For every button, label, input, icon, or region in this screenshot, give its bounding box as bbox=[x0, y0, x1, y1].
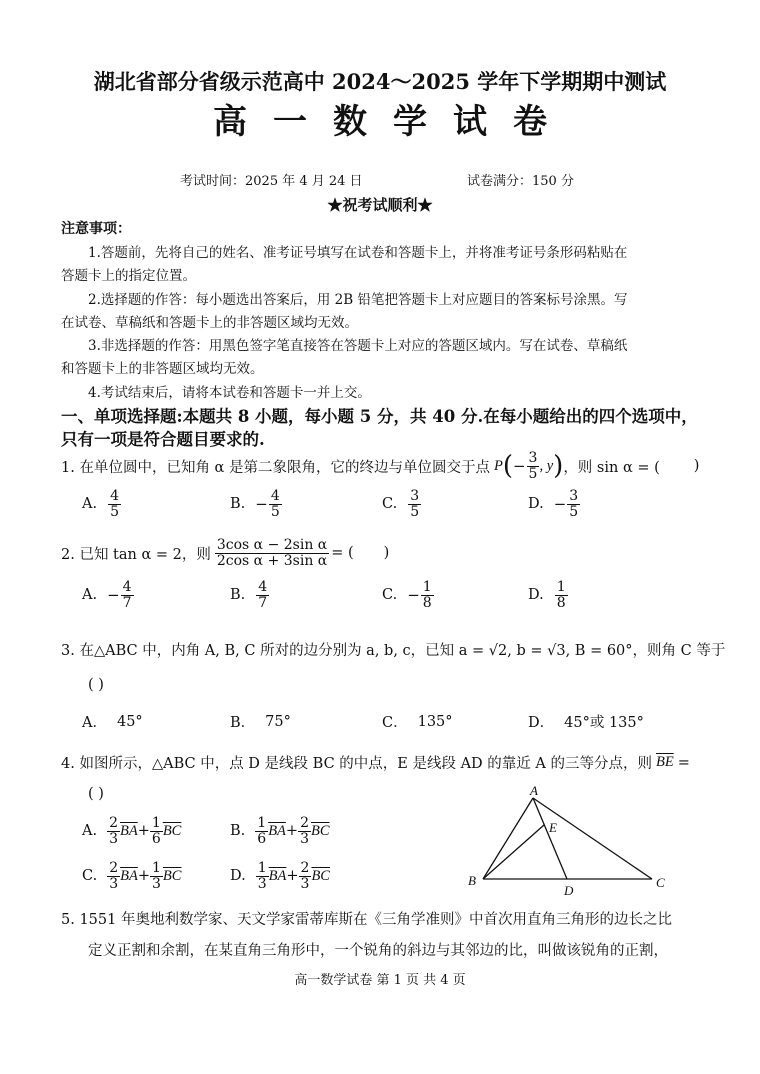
option-label: A. bbox=[82, 823, 98, 840]
option-label: D. bbox=[230, 868, 246, 885]
option-label: B. bbox=[230, 496, 246, 513]
option-den: 5 bbox=[410, 503, 420, 520]
full-score: 试卷满分：150 分 bbox=[467, 174, 574, 189]
option-label: C. bbox=[82, 868, 98, 885]
q4-target-vector: $\overline{BE}$ bbox=[655, 754, 674, 770]
q1-point-fraction bbox=[527, 451, 540, 481]
coef-2-num: 1 bbox=[151, 815, 161, 831]
option-fraction bbox=[108, 489, 121, 519]
coef-1 bbox=[107, 861, 120, 891]
option-den: 7 bbox=[122, 594, 132, 611]
vector-1: $\overline{BA}$ bbox=[268, 822, 286, 839]
option-label: C. bbox=[382, 496, 398, 513]
option-label: D. bbox=[528, 587, 544, 604]
coef-1-num: 2 bbox=[109, 815, 119, 831]
edge-ab bbox=[483, 798, 533, 879]
q1-option-b bbox=[230, 489, 282, 519]
q1-option-a bbox=[82, 489, 121, 519]
q1-point-label: P bbox=[493, 457, 503, 474]
option-num: 4 bbox=[270, 488, 280, 504]
coef-1-den: 3 bbox=[109, 830, 119, 847]
vector-1: $\overline{BA}$ bbox=[268, 867, 287, 884]
option-den: 7 bbox=[258, 594, 268, 611]
question-4-paren: ( ) bbox=[88, 786, 104, 802]
vector-2: $\overline{BC}$ bbox=[162, 867, 182, 884]
question-3-stem: 3. 在△ABC 中，内角 A, B, C 所对的边分别为 a, b, c，已知 a = √2, b = √3, B = 60°，则角 C 等于 bbox=[61, 643, 726, 659]
q2-stem-text: 2. 已知 tan α = 2，则 bbox=[61, 546, 211, 563]
option-num: 3 bbox=[569, 488, 579, 504]
q3-option-d bbox=[528, 711, 644, 732]
option-fraction bbox=[555, 580, 568, 610]
section-heading-line2: 只有一项是符合题目要求的. bbox=[61, 430, 265, 449]
option-den: 8 bbox=[422, 594, 432, 611]
edge-ac bbox=[533, 798, 652, 879]
vector-1: $\overline{BA}$ bbox=[120, 867, 138, 884]
question-4-stem bbox=[61, 752, 690, 773]
note-1b: 答题卡上的指定位置。 bbox=[61, 268, 196, 284]
option-den: 5 bbox=[270, 503, 280, 520]
coef-1-den: 3 bbox=[257, 875, 267, 892]
label-b: B bbox=[468, 873, 476, 888]
option-num: 4 bbox=[110, 488, 120, 504]
note-2a: 2.选择题的作答：每小题选出答案后，用 2B 铅笔把答题卡上对应题目的答案标号涂黑。写 bbox=[88, 292, 628, 308]
q4-option-d bbox=[230, 861, 330, 891]
question-5-line1: 5. 1551 年奥地利数学家、天文学家雷蒂库斯在《三角学准则》中首次用直角三角形的边长之比 bbox=[61, 912, 672, 928]
blessing: ★祝考试顺利★ bbox=[327, 196, 433, 214]
exam-time: 考试时间：2025 年 4 月 24 日 bbox=[180, 174, 363, 189]
coef-1-num: 1 bbox=[257, 860, 267, 876]
plus-sign: + bbox=[286, 868, 299, 885]
option-num: 1 bbox=[556, 579, 566, 595]
coef-1 bbox=[255, 816, 268, 846]
q2-close-paren: ) bbox=[383, 545, 390, 562]
option-sign: − bbox=[255, 495, 268, 514]
option-fraction bbox=[256, 580, 269, 610]
option-num: 4 bbox=[258, 579, 268, 595]
q2-option-c bbox=[382, 580, 434, 610]
coef-2-den: 3 bbox=[300, 875, 310, 892]
option-label: A． bbox=[82, 715, 107, 731]
q2-option-a bbox=[82, 580, 134, 610]
coef-2 bbox=[150, 861, 163, 891]
coef-1-num: 1 bbox=[257, 815, 267, 831]
q4-option-a bbox=[82, 816, 181, 846]
option-fraction bbox=[408, 489, 421, 519]
coef-2 bbox=[150, 816, 163, 846]
notes-heading: 注意事项： bbox=[61, 221, 131, 237]
question-1-stem bbox=[61, 451, 699, 481]
option-fraction bbox=[421, 580, 434, 610]
q2-option-b bbox=[230, 580, 269, 610]
coef-1-den: 6 bbox=[257, 830, 267, 847]
q1-minus: − bbox=[512, 457, 526, 476]
q4-option-b bbox=[230, 816, 330, 846]
q2-frac-num: 3cos α − 2sin α bbox=[216, 537, 328, 553]
coef-1 bbox=[256, 861, 269, 891]
option-label: D． bbox=[528, 715, 555, 731]
option-label: B. bbox=[230, 823, 246, 840]
q4-option-c bbox=[82, 861, 181, 891]
option-label: B． bbox=[230, 715, 256, 731]
q2-option-d bbox=[528, 580, 568, 610]
option-text: 135° bbox=[417, 713, 453, 730]
label-c: C bbox=[656, 875, 665, 890]
vector-1: $\overline{BA}$ bbox=[120, 822, 138, 839]
option-label: C. bbox=[382, 587, 398, 604]
q3-option-a bbox=[82, 711, 143, 732]
label-a: A bbox=[530, 785, 538, 798]
option-den: 5 bbox=[110, 503, 120, 520]
option-num: 4 bbox=[122, 579, 132, 595]
q1-option-d bbox=[528, 489, 580, 519]
option-label: A. bbox=[82, 587, 98, 604]
q2-frac-den: 2cos α + 3sin α bbox=[216, 552, 328, 569]
vector-2: $\overline{BC}$ bbox=[310, 822, 330, 839]
q1-frac-den: 5 bbox=[528, 465, 538, 482]
question-3-paren: ( ) bbox=[88, 677, 104, 693]
q1-option-c bbox=[382, 489, 421, 519]
vector-2: $\overline{BC}$ bbox=[162, 822, 182, 839]
coef-1-num: 2 bbox=[109, 860, 119, 876]
q1-left-paren: ( bbox=[502, 451, 513, 482]
section-heading-line1: 一、单项选择题:本题共 8 小题，每小题 5 分，共 40 分.在每小题给出的四个选项中， bbox=[61, 407, 698, 426]
question-5-line2: 定义正割和余割，在某直角三角形中，一个锐角的斜边与其邻边的比，叫做该锐角的正割， bbox=[88, 943, 668, 959]
option-num: 3 bbox=[410, 488, 420, 504]
triangle-figure bbox=[460, 785, 685, 900]
coef-2 bbox=[299, 861, 312, 891]
option-sign: − bbox=[107, 586, 120, 605]
q2-tail: = ( bbox=[331, 545, 354, 562]
option-text: 45° bbox=[116, 713, 143, 730]
q1-tail: ，则 sin α = ( bbox=[563, 459, 660, 476]
q1-close-paren: ) bbox=[693, 458, 700, 475]
page-footer: 高一数学试卷 第 1 页 共 4 页 bbox=[294, 973, 466, 988]
note-1a: 1.答题前，先将自己的姓名、准考证号填写在试卷和答题卡上，并将准考证号条形码粘贴在 bbox=[88, 245, 628, 261]
option-text: 75° bbox=[265, 713, 291, 730]
option-text: 45°或 135° bbox=[564, 715, 644, 731]
note-2b: 在试卷、草稿纸和答题卡上的非答题区域均无效。 bbox=[61, 315, 358, 331]
option-sign: − bbox=[407, 586, 420, 605]
option-fraction bbox=[269, 489, 282, 519]
plus-sign: + bbox=[137, 823, 150, 840]
q4-equals: = bbox=[677, 754, 690, 771]
q1-right-paren: ) bbox=[553, 451, 564, 482]
coef-1-den: 3 bbox=[109, 875, 119, 892]
plus-sign: + bbox=[285, 823, 299, 840]
coef-2-den: 6 bbox=[151, 830, 161, 847]
coef-2-den: 3 bbox=[151, 875, 161, 892]
coef-2-num: 2 bbox=[300, 815, 309, 831]
q4-stem-text: 4. 如图所示，△ABC 中，点 D 是线段 BC 的中点，E 是线段 AD 的靠近 A 的三等分点，则 bbox=[61, 756, 652, 772]
q3-option-c bbox=[382, 711, 453, 732]
plus-sign: + bbox=[137, 868, 150, 885]
option-label: A. bbox=[82, 496, 98, 513]
note-3b: 和答题卡上的非答题区域均无效。 bbox=[61, 361, 264, 377]
q2-expression-fraction bbox=[215, 538, 329, 568]
option-num: 1 bbox=[422, 579, 432, 595]
option-label: C． bbox=[382, 715, 408, 731]
option-label: B. bbox=[230, 587, 246, 604]
q3-option-b bbox=[230, 711, 291, 732]
q1-stem-text: 1. 在单位圆中，已知角 α 是第二象限角，它的终边与单位圆交于点 bbox=[61, 459, 490, 476]
option-den: 8 bbox=[556, 594, 566, 611]
q1-point-y: , y bbox=[539, 457, 554, 474]
coef-1 bbox=[107, 816, 120, 846]
option-fraction bbox=[567, 489, 580, 519]
coef-2 bbox=[298, 816, 311, 846]
exam-subtitle: 高一数学试卷 bbox=[213, 102, 573, 142]
question-2-stem bbox=[61, 538, 389, 568]
option-fraction bbox=[121, 580, 134, 610]
vector-2: $\overline{BC}$ bbox=[311, 867, 330, 884]
coef-2-num: 1 bbox=[151, 860, 161, 876]
q1-frac-num: 3 bbox=[528, 450, 538, 466]
note-4: 4.考试结束后，请将本试卷和答题卡一并上交。 bbox=[88, 385, 371, 401]
label-e: E bbox=[549, 820, 557, 835]
coef-2-num: 2 bbox=[300, 860, 310, 876]
note-3a: 3.非选择题的作答：用黑色签字笔直接答在答题卡上对应的答题区域内。写在试卷、草稿纸 bbox=[88, 338, 628, 354]
option-den: 5 bbox=[569, 503, 579, 520]
segment-be bbox=[483, 825, 544, 879]
option-label: D. bbox=[528, 496, 544, 513]
exam-title: 湖北省部分省级示范高中 2024～2025 学年下学期期中测试 bbox=[93, 69, 667, 94]
option-sign: − bbox=[553, 495, 567, 514]
coef-2-den: 3 bbox=[300, 830, 309, 847]
label-d: D bbox=[564, 883, 574, 898]
